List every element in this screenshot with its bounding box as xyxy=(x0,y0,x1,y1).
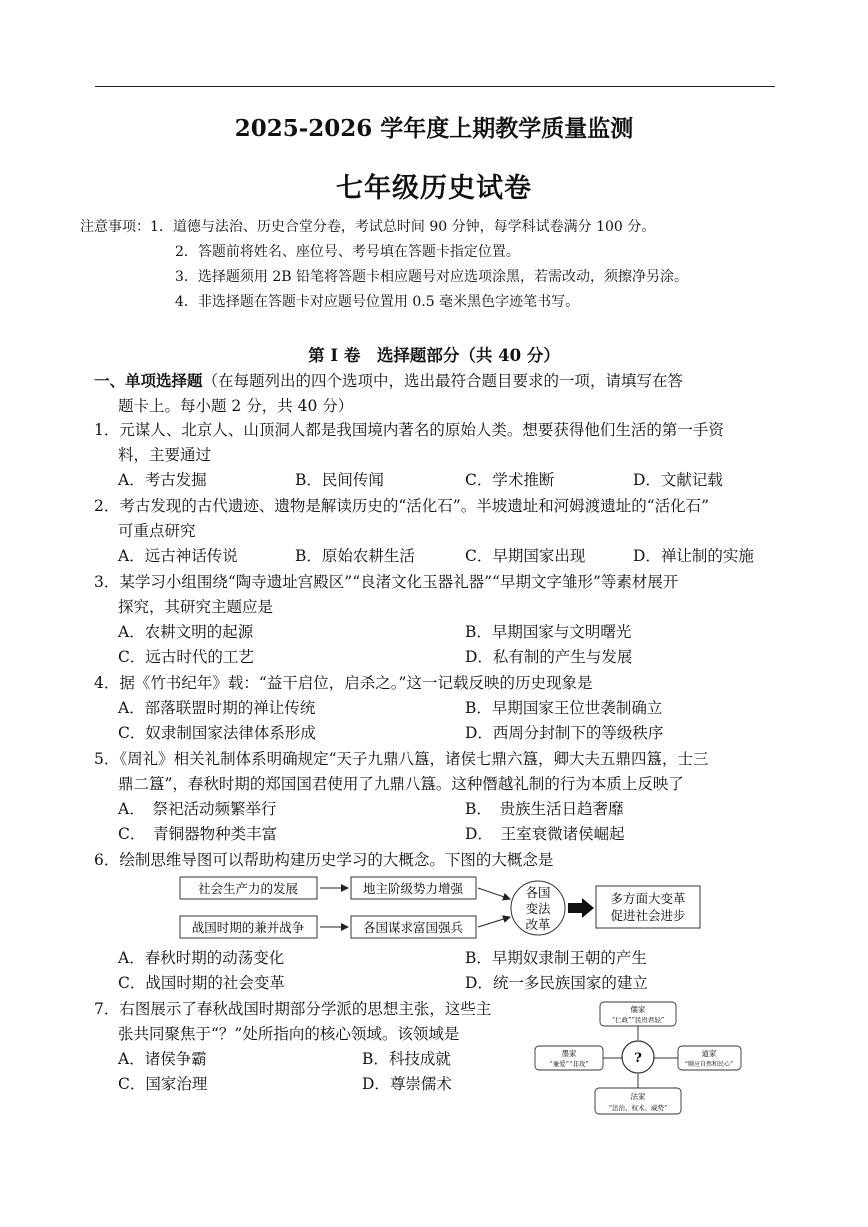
q7-taoist-name: 道家 xyxy=(701,1049,717,1058)
q6-circle-text-1: 各国 xyxy=(525,885,551,900)
q7-stem-1: 7．右图展示了春秋战国时期部分学派的思想主张，这些主 xyxy=(94,1000,492,1018)
q5-option-b: B． 贵族生活日趋奢靡 xyxy=(465,800,624,818)
q6-circle-text-3: 改革 xyxy=(525,917,551,932)
part-desc-2: 题卡上。每小题 2 分，共 40 分） xyxy=(118,397,354,415)
note-item-3: 3．选择题须用 2B 铅笔将答题卡相应题号对应选项涂黑，若需改动，须擦净另涂。 xyxy=(175,269,689,285)
q6-option-d: D．统一多民族国家的建立 xyxy=(465,974,648,992)
q1-option-c: C．学术推断 xyxy=(465,471,555,489)
section-title: 第 I 卷 选择题部分（共 40 分） xyxy=(308,346,560,365)
q6-bold-arrow xyxy=(568,898,594,918)
q2-option-b: B．原始农耕生活 xyxy=(295,547,415,565)
q1-stem-1: 1．元谋人、北京人、山顶洞人都是我国境内著名的原始人类。想要获得他们生活的第一手资 xyxy=(94,421,724,439)
q6-arrow-3 xyxy=(478,888,510,899)
q7-option-c: C．国家治理 xyxy=(118,1075,208,1093)
note-item-2: 2．答题前将姓名、座位号、考号填在答题卡指定位置。 xyxy=(175,244,520,260)
q7-center-mark: ? xyxy=(634,1051,642,1066)
q4-option-c: C．奴隶制国家法律体系形成 xyxy=(118,724,316,742)
note-item-1: 1．道德与法治、历史合堂分卷，考试总时间 90 分钟，每学科试卷满分 100 分。 xyxy=(150,219,656,235)
exam-title: 2025-2026 学年度上期教学质量监测 xyxy=(234,115,634,142)
q4-option-d: D．西周分封制下的等级秩序 xyxy=(465,724,664,742)
q3-option-c: C．远古时代的工艺 xyxy=(118,648,254,666)
notes-label: 注意事项： xyxy=(80,219,150,235)
q5-option-c: C． 青铜器物种类丰富 xyxy=(118,825,278,843)
q7-mohist-idea: “兼爱”“非攻” xyxy=(549,1060,589,1068)
q2-stem-2: 可重点研究 xyxy=(118,522,196,540)
q1-option-b: B．民间传闻 xyxy=(295,471,384,489)
q2-option-a: A．远古神话传说 xyxy=(118,547,238,565)
part-label: 一、单项选择题 xyxy=(94,371,203,390)
q1-option-d: D．文献记载 xyxy=(633,471,723,489)
q1-option-a: A．考古发掘 xyxy=(118,471,207,489)
q3-option-b: B．早期国家与文明曙光 xyxy=(465,623,632,641)
q5-option-a: A． 祭祀活动频繁举行 xyxy=(118,800,277,818)
q3-stem-2: 探究，其研究主题应是 xyxy=(118,598,274,616)
part-heading xyxy=(94,371,683,391)
q4-option-b: B．早期国家王位世袭制确立 xyxy=(465,699,663,717)
q3-option-a: A．农耕文明的起源 xyxy=(118,623,254,641)
q3-option-d: D．私有制的产生与发展 xyxy=(465,648,633,666)
q7-confucian-idea: “仁政”“民贵君轻” xyxy=(611,1016,665,1024)
q7-option-a: A．诸侯争霸 xyxy=(118,1050,207,1068)
exam-subtitle: 七年级历史试卷 xyxy=(336,173,532,204)
q2-stem-1: 2．考古发现的古代遗迹、遗物是解读历史的“活化石”。半坡遗址和河姆渡遗址的“活化石” xyxy=(94,497,710,515)
q2-option-c: C．早期国家出现 xyxy=(465,547,586,565)
q5-option-d: D． 王室衰微诸侯崛起 xyxy=(465,825,625,843)
q6-mind-map xyxy=(170,872,710,944)
q7-legalist-idea: “法治、权术、威势” xyxy=(608,1104,668,1112)
q6-box-states-text: 各国谋求富国强兵 xyxy=(362,920,464,935)
q6-arrow-4 xyxy=(478,917,510,927)
q1-stem-2: 料，主要通过 xyxy=(118,446,212,464)
q7-legalist-name: 法家 xyxy=(630,1092,646,1101)
top-rule xyxy=(95,86,775,87)
q4-stem-1: 4．据《竹书纪年》载：“益干启位，启杀之。”这一记载反映的历史现象是 xyxy=(94,674,593,692)
note-item-4: 4．非选择题在答题卡对应题号位置用 0.5 毫米黑色字迹笔书写。 xyxy=(175,294,580,310)
q6-option-c: C．战国时期的社会变革 xyxy=(118,974,285,992)
q6-option-a: A．春秋时期的动荡变化 xyxy=(118,949,285,967)
q3-stem-1: 3．某学习小组围绕“陶寺遗址宫殿区”“良渚文化玉器礼器”“早期文字雏形”等素材展开 xyxy=(94,573,679,591)
q7-confucian-name: 儒家 xyxy=(630,1005,646,1014)
q6-result-text-2: 促进社会进步 xyxy=(610,908,686,923)
notes-line-1 xyxy=(80,217,655,237)
part-desc-1: （在每题列出的四个选项中，选出最符合题目要求的一项，请填写在答 xyxy=(202,372,684,390)
q5-stem-1: 5．《周礼》相关礼制体系明确规定“天子九鼎八簋，诸侯七鼎六簋，卿大夫五鼎四簋，士三 xyxy=(94,750,709,768)
q7-school-diagram xyxy=(533,1000,743,1118)
q6-box-war-text: 战国时期的兼并战争 xyxy=(191,920,305,935)
q7-option-b: B．科技成就 xyxy=(362,1050,451,1068)
q6-result-text-1: 多方面大变革 xyxy=(610,891,686,906)
q6-box-landlord-text: 地主阶级势力增强 xyxy=(362,881,464,896)
q6-option-b: B．早期奴隶制王朝的产生 xyxy=(465,949,647,967)
q6-stem-1: 6．绘制思维导图可以帮助构建历史学习的大概念。下图的大概念是 xyxy=(94,851,554,869)
q7-stem-2: 张共同聚焦于“？”处所指向的核心领域。该领域是 xyxy=(118,1025,460,1043)
q7-option-d: D．尊崇儒术 xyxy=(362,1075,452,1093)
q7-taoist-idea: “顺应自然和民心” xyxy=(684,1061,734,1068)
q2-option-d: D．禅让制的实施 xyxy=(633,547,754,565)
q7-mohist-name: 墨家 xyxy=(561,1049,577,1058)
q6-circle-text-2: 变法 xyxy=(525,901,551,916)
q5-stem-2: 鼎二簋”，春秋时期的郑国国君使用了九鼎八簋。这种僭越礼制的行为本质上反映了 xyxy=(118,775,684,793)
q6-box-productivity-text: 社会生产力的发展 xyxy=(197,881,299,896)
q4-option-a: A．部落联盟时期的禅让传统 xyxy=(118,699,316,717)
